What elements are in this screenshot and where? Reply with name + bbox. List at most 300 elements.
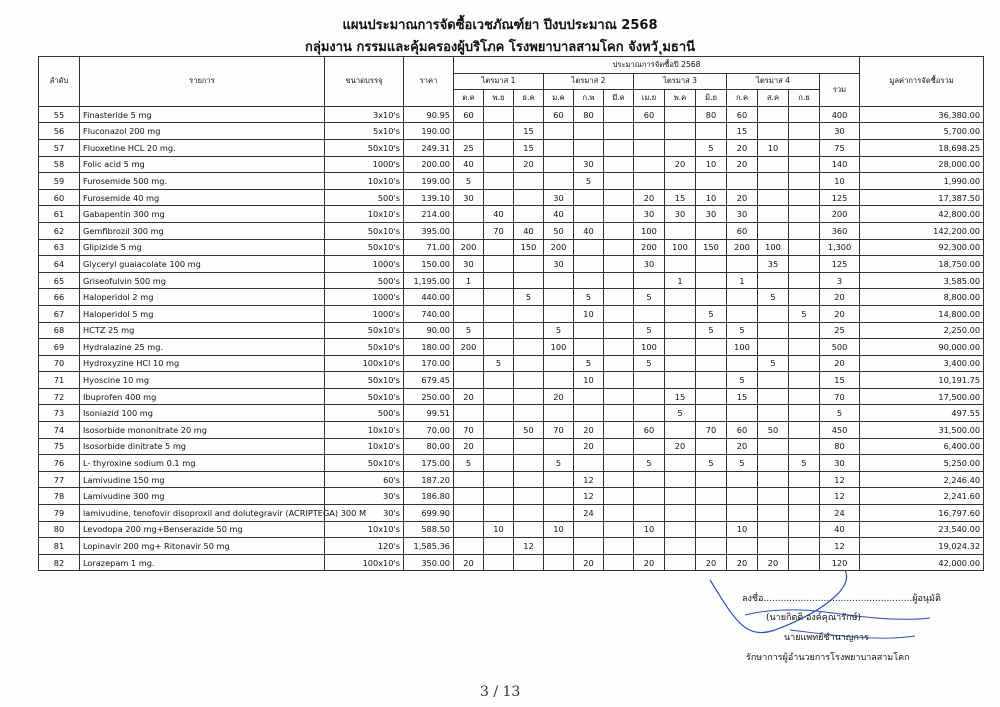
table-row	[39, 339, 984, 356]
cell-month	[696, 388, 727, 405]
cell-month	[514, 189, 544, 206]
cell-month	[484, 139, 514, 156]
cell-item: Furosemide 40 mg	[80, 189, 325, 206]
cell-month	[634, 272, 665, 289]
cell-value: 42,000.00	[860, 554, 984, 571]
cell-month	[484, 173, 514, 190]
cell-month: 10	[484, 521, 514, 538]
cell-no: 62	[39, 222, 80, 239]
cell-month	[484, 372, 514, 389]
cell-month	[514, 405, 544, 422]
cell-month: 40	[574, 222, 604, 239]
cell-month	[514, 455, 544, 472]
cell-month	[454, 471, 484, 488]
cell-month: 20	[634, 554, 665, 571]
cell-month	[484, 388, 514, 405]
cell-month	[758, 305, 789, 322]
header-q1: ไตรมาส 1	[454, 73, 544, 90]
cell-total: 140	[820, 156, 860, 173]
cell-month	[604, 339, 634, 356]
cell-month	[454, 289, 484, 306]
cell-no: 67	[39, 305, 80, 322]
cell-month: 12	[514, 538, 544, 555]
cell-month	[604, 355, 634, 372]
cell-item: Lopinavir 200 mg+ Ritonavir 50 mg	[80, 538, 325, 555]
cell-price: 80.00	[404, 438, 454, 455]
cell-month	[789, 272, 820, 289]
cell-price: 1,195.00	[404, 272, 454, 289]
cell-month	[758, 106, 789, 123]
cell-total: 450	[820, 422, 860, 439]
cell-total: 70	[820, 388, 860, 405]
cell-month	[758, 471, 789, 488]
cell-value: 17,387.50	[860, 189, 984, 206]
cell-value: 18,750.00	[860, 256, 984, 273]
cell-total: 20	[820, 289, 860, 306]
cell-month: 20	[727, 438, 758, 455]
cell-month: 40	[484, 206, 514, 223]
cell-month	[574, 239, 604, 256]
cell-month: 60	[454, 106, 484, 123]
cell-month	[484, 106, 514, 123]
cell-month	[604, 106, 634, 123]
cell-month	[665, 139, 696, 156]
cell-value: 1,990.00	[860, 173, 984, 190]
cell-no: 55	[39, 106, 80, 123]
cell-item: HCTZ 25 mg	[80, 322, 325, 339]
cell-month	[454, 488, 484, 505]
cell-month	[544, 272, 574, 289]
cell-month	[789, 322, 820, 339]
header-month: ก.ย	[789, 90, 820, 107]
cell-month	[758, 156, 789, 173]
cell-value: 23,540.00	[860, 521, 984, 538]
cell-value: 497.55	[860, 405, 984, 422]
cell-month	[789, 256, 820, 273]
cell-pack: 100x10's	[325, 355, 404, 372]
cell-month	[604, 372, 634, 389]
cell-value: 31,500.00	[860, 422, 984, 439]
cell-month: 200	[454, 239, 484, 256]
cell-no: 74	[39, 422, 80, 439]
cell-item: Levodopa 200 mg+Benserazide 50 mg	[80, 521, 325, 538]
table-row	[39, 305, 984, 322]
cell-pack: 10x10's	[325, 521, 404, 538]
cell-month: 10	[696, 156, 727, 173]
cell-month	[454, 505, 484, 522]
cell-total: 20	[820, 355, 860, 372]
cell-price: 90.00	[404, 322, 454, 339]
table-row	[39, 206, 984, 223]
cell-month: 5	[574, 355, 604, 372]
cell-month	[634, 438, 665, 455]
cell-month: 5	[454, 173, 484, 190]
cell-month	[758, 388, 789, 405]
cell-pack: 50x10's	[325, 388, 404, 405]
cell-item: Isosorbide dinitrate 5 mg	[80, 438, 325, 455]
cell-item: Haloperidol 5 mg	[80, 305, 325, 322]
cell-month	[789, 372, 820, 389]
cell-month	[604, 521, 634, 538]
cell-month	[574, 322, 604, 339]
cell-price: 70.00	[404, 422, 454, 439]
cell-month: 150	[514, 239, 544, 256]
cell-total: 1,300	[820, 239, 860, 256]
cell-month: 5	[758, 355, 789, 372]
cell-item: Hydralazine 25 mg.	[80, 339, 325, 356]
cell-month	[789, 239, 820, 256]
cell-month	[665, 521, 696, 538]
cell-month: 5	[634, 289, 665, 306]
cell-pack: 120's	[325, 538, 404, 555]
table-row	[39, 355, 984, 372]
cell-month	[789, 422, 820, 439]
header-month: ก.พ	[574, 90, 604, 107]
cell-month	[665, 554, 696, 571]
cell-month	[514, 339, 544, 356]
table-row	[39, 538, 984, 555]
cell-item: Furosemide 500 mg.	[80, 173, 325, 190]
cell-month: 20	[758, 554, 789, 571]
cell-pack: 5x10's	[325, 123, 404, 140]
header-total: รวม	[820, 73, 860, 106]
cell-month: 10	[574, 305, 604, 322]
header-month: ต.ค	[454, 90, 484, 107]
cell-month	[514, 355, 544, 372]
cell-item: Glipizide 5 mg	[80, 239, 325, 256]
cell-pack: 50x10's	[325, 139, 404, 156]
cell-pack: 1000's	[325, 156, 404, 173]
cell-month: 5	[454, 455, 484, 472]
cell-price: 249.31	[404, 139, 454, 156]
cell-month	[604, 189, 634, 206]
cell-month	[604, 156, 634, 173]
cell-value: 2,246.40	[860, 471, 984, 488]
cell-pack: 500's	[325, 189, 404, 206]
cell-month: 70	[454, 422, 484, 439]
cell-value: 5,700.00	[860, 123, 984, 140]
cell-item: Gabapentin 300 mg	[80, 206, 325, 223]
cell-pack: 50x10's	[325, 322, 404, 339]
cell-value: 90,000.00	[860, 339, 984, 356]
table-row	[39, 106, 984, 123]
cell-month	[758, 123, 789, 140]
cell-month	[758, 438, 789, 455]
cell-month: 200	[454, 339, 484, 356]
cell-price: 90.95	[404, 106, 454, 123]
cell-month	[758, 505, 789, 522]
header-q2: ไตรมาส 2	[544, 73, 634, 90]
cell-month: 80	[696, 106, 727, 123]
cell-month: 30	[544, 256, 574, 273]
cell-month	[604, 438, 634, 455]
cell-month	[604, 505, 634, 522]
cell-value: 42,800.00	[860, 206, 984, 223]
table-row	[39, 372, 984, 389]
cell-month	[789, 405, 820, 422]
cell-value: 6,400.00	[860, 438, 984, 455]
cell-month	[696, 405, 727, 422]
cell-month	[758, 222, 789, 239]
cell-month: 70	[696, 422, 727, 439]
cell-month	[789, 222, 820, 239]
cell-month: 60	[544, 106, 574, 123]
cell-month	[665, 305, 696, 322]
cell-month	[574, 123, 604, 140]
cell-item: Fluoxetine HCL 20 mg.	[80, 139, 325, 156]
cell-pack: 1000's	[325, 289, 404, 306]
cell-month	[544, 123, 574, 140]
table-row	[39, 173, 984, 190]
cell-month	[604, 289, 634, 306]
cell-item: Lamivudine 150 mg	[80, 471, 325, 488]
cell-price: 200.00	[404, 156, 454, 173]
cell-month: 200	[727, 239, 758, 256]
cell-no: 59	[39, 173, 80, 190]
cell-month	[514, 388, 544, 405]
cell-pack: 3x10's	[325, 106, 404, 123]
cell-value: 36,380.00	[860, 106, 984, 123]
cell-month: 25	[454, 139, 484, 156]
cell-month	[604, 139, 634, 156]
cell-pack: 30's	[325, 488, 404, 505]
cell-month	[544, 289, 574, 306]
cell-no: 75	[39, 438, 80, 455]
cell-month	[484, 239, 514, 256]
cell-month	[758, 173, 789, 190]
table-row	[39, 438, 984, 455]
cell-month: 20	[544, 388, 574, 405]
cell-month	[454, 123, 484, 140]
cell-month	[634, 372, 665, 389]
cell-month	[696, 123, 727, 140]
cell-item: Gemfibrozil 300 mg	[80, 222, 325, 239]
cell-total: 125	[820, 256, 860, 273]
cell-total: 30	[820, 123, 860, 140]
cell-month	[789, 106, 820, 123]
cell-pack: 50x10's	[325, 455, 404, 472]
cell-month	[696, 505, 727, 522]
cell-month	[574, 388, 604, 405]
cell-month	[484, 272, 514, 289]
cell-price: 740.00	[404, 305, 454, 322]
cell-month	[727, 289, 758, 306]
cell-month: 15	[665, 189, 696, 206]
cell-month: 5	[696, 139, 727, 156]
cell-item: Lamivudine 300 mg	[80, 488, 325, 505]
cell-month	[514, 521, 544, 538]
cell-month: 5	[727, 322, 758, 339]
cell-month	[665, 322, 696, 339]
cell-no: 65	[39, 272, 80, 289]
table-row	[39, 189, 984, 206]
cell-month	[696, 222, 727, 239]
cell-pack: 500's	[325, 405, 404, 422]
header-month: พ.ย	[484, 90, 514, 107]
cell-no: 64	[39, 256, 80, 273]
cell-month	[484, 538, 514, 555]
cell-value: 92,300.00	[860, 239, 984, 256]
cell-month	[454, 206, 484, 223]
cell-month	[454, 222, 484, 239]
cell-month	[574, 206, 604, 223]
cell-month: 10	[758, 139, 789, 156]
cell-month	[484, 339, 514, 356]
cell-month	[789, 289, 820, 306]
cell-month	[665, 471, 696, 488]
cell-month: 5	[484, 355, 514, 372]
cell-total: 40	[820, 521, 860, 538]
document-title: แผนประมาณการจัดซื้อเวชภัณฑ์ยา ปีงบประมาณ 2568	[342, 18, 658, 33]
cell-month	[454, 372, 484, 389]
cell-month	[514, 372, 544, 389]
cell-price: 99.51	[404, 405, 454, 422]
cell-price: 395.00	[404, 222, 454, 239]
cell-month: 20	[696, 554, 727, 571]
table-row	[39, 289, 984, 306]
cell-month: 10	[544, 521, 574, 538]
cell-month	[574, 405, 604, 422]
cell-month	[514, 272, 544, 289]
cell-month: 100	[634, 339, 665, 356]
cell-month	[665, 289, 696, 306]
cell-value: 10,191.75	[860, 372, 984, 389]
cell-item: Folic acid 5 mg	[80, 156, 325, 173]
cell-month	[514, 438, 544, 455]
cell-month	[696, 471, 727, 488]
cell-pack: 30's	[325, 505, 404, 522]
table-row	[39, 455, 984, 472]
cell-value: 17,500.00	[860, 388, 984, 405]
cell-item: Isosorbide mononitrate 20 mg	[80, 422, 325, 439]
cell-month	[634, 388, 665, 405]
cell-month	[484, 455, 514, 472]
cell-month	[604, 222, 634, 239]
cell-month: 15	[514, 139, 544, 156]
cell-month	[758, 405, 789, 422]
cell-month	[696, 173, 727, 190]
page-number: 3 / 13	[480, 684, 521, 700]
cell-month	[696, 521, 727, 538]
cell-month	[789, 189, 820, 206]
cell-item: Finasteride 5 mg	[80, 106, 325, 123]
cell-month	[604, 471, 634, 488]
cell-pack: 10x10's	[325, 438, 404, 455]
cell-month	[789, 388, 820, 405]
cell-month	[604, 322, 634, 339]
cell-month	[574, 538, 604, 555]
cell-price: 679.45	[404, 372, 454, 389]
cell-month	[758, 538, 789, 555]
cell-pack: 60's	[325, 471, 404, 488]
cell-value: 3,585.00	[860, 272, 984, 289]
cell-item: L- thyroxine sodium 0.1 mg	[80, 455, 325, 472]
cell-month: 30	[665, 206, 696, 223]
cell-month	[544, 305, 574, 322]
cell-price: 150.00	[404, 256, 454, 273]
cell-no: 80	[39, 521, 80, 538]
sign-suffix: ผู้อนุมัติ	[912, 594, 941, 604]
cell-pack: 10x10's	[325, 206, 404, 223]
cell-month	[789, 206, 820, 223]
table-row	[39, 405, 984, 422]
cell-month	[634, 505, 665, 522]
cell-month	[484, 189, 514, 206]
cell-month	[789, 156, 820, 173]
cell-price: 71.00	[404, 239, 454, 256]
cell-month: 30	[454, 256, 484, 273]
cell-price: 440.00	[404, 289, 454, 306]
signer-position: นายแพทย์ชำนาญการ	[784, 633, 869, 643]
cell-month: 20	[574, 554, 604, 571]
cell-month	[696, 289, 727, 306]
cell-month: 20	[727, 189, 758, 206]
header-month: มิ.ย	[696, 90, 727, 107]
cell-month: 20	[727, 554, 758, 571]
cell-month	[544, 173, 574, 190]
cell-no: 76	[39, 455, 80, 472]
cell-no: 79	[39, 505, 80, 522]
cell-month	[634, 156, 665, 173]
table-row	[39, 471, 984, 488]
table-row	[39, 239, 984, 256]
cell-month: 15	[727, 388, 758, 405]
cell-month	[484, 422, 514, 439]
cell-month: 50	[758, 422, 789, 439]
cell-month	[454, 521, 484, 538]
cell-total: 12	[820, 538, 860, 555]
cell-month: 50	[544, 222, 574, 239]
cell-total: 500	[820, 339, 860, 356]
cell-value: 14,800.00	[860, 305, 984, 322]
cell-month	[634, 123, 665, 140]
cell-month: 12	[574, 471, 604, 488]
cell-total: 360	[820, 222, 860, 239]
cell-total: 10	[820, 173, 860, 190]
cell-month	[696, 256, 727, 273]
cell-month	[484, 471, 514, 488]
cell-month	[574, 139, 604, 156]
cell-month	[696, 538, 727, 555]
cell-total: 120	[820, 554, 860, 571]
cell-pack: 50x10's	[325, 239, 404, 256]
cell-month: 5	[454, 322, 484, 339]
cell-month: 200	[634, 239, 665, 256]
cell-no: 81	[39, 538, 80, 555]
header-month: ม.ค	[544, 90, 574, 107]
cell-month	[604, 272, 634, 289]
cell-month: 5	[696, 305, 727, 322]
cell-total: 3	[820, 272, 860, 289]
cell-month	[696, 488, 727, 505]
cell-price: 190.00	[404, 123, 454, 140]
cell-value: 19,024.32	[860, 538, 984, 555]
cell-month: 30	[696, 206, 727, 223]
cell-month: 15	[514, 123, 544, 140]
cell-no: 68	[39, 322, 80, 339]
cell-month	[514, 322, 544, 339]
cell-month	[484, 405, 514, 422]
document-subtitle: กลุ่มงาน กรรมและคุ้มครองผู้บริโภค โรงพยาบาลสามโคก จังหวั ุมธานี	[304, 40, 696, 55]
cell-month: 40	[514, 222, 544, 239]
cell-month	[574, 256, 604, 273]
cell-month: 5	[696, 322, 727, 339]
cell-total: 30	[820, 455, 860, 472]
cell-month	[544, 488, 574, 505]
cell-month	[454, 405, 484, 422]
cell-month	[696, 438, 727, 455]
cell-pack: 50x10's	[325, 222, 404, 239]
